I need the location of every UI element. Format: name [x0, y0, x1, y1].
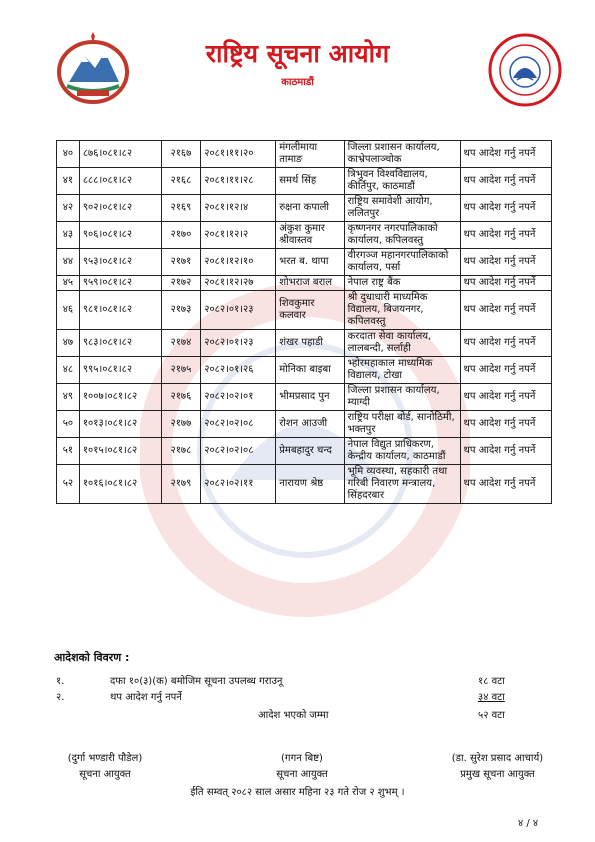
- signature-role: सूचना आयुक्त: [79, 769, 131, 780]
- decision-date-cell: २०८२।०२।०८: [201, 438, 276, 465]
- decision-number-cell: २१६८: [161, 168, 201, 195]
- appeal-number-cell: १०१६।०८१।८२: [79, 465, 161, 504]
- summary-item-number: २.: [56, 692, 65, 703]
- respondent-office-cell: राष्ट्रिय परीक्षा बोर्ड, सानोठिमी, भक्तपुर: [344, 411, 460, 438]
- serial-number-cell: ४९: [57, 384, 80, 411]
- decision-date-cell: २०८२।०१।२६: [201, 357, 276, 384]
- serial-number-cell: ४८: [57, 357, 80, 384]
- decision-number-cell: २१७५: [161, 357, 201, 384]
- decision-date-cell: २०८१।११।२०: [201, 141, 276, 168]
- signature-role: प्रमुख सूचना आयुक्त: [460, 769, 535, 780]
- appeal-number-cell: ९८१।०८१।८२: [79, 291, 161, 330]
- table-row: [57, 384, 552, 411]
- serial-number-cell: ४१: [57, 168, 80, 195]
- appellant-name-cell: प्रेमबहादुर चन्द: [276, 438, 344, 465]
- respondent-office-cell: भूमि व्यवस्था, सहकारी तथा गरिबी निवारण मन्त्रालय, सिंहदरबार: [344, 465, 460, 504]
- decision-number-cell: २१७२: [161, 276, 201, 291]
- serial-number-cell: ४४: [57, 249, 80, 276]
- table-row: [57, 330, 552, 357]
- summary-item-count: ३४ वटा: [478, 692, 505, 703]
- respondent-office-cell: नेपाल विद्युत प्राधिकरण, केन्द्रीय कार्यालय, काठमाडौं: [344, 438, 460, 465]
- serial-number-cell: ४७: [57, 330, 80, 357]
- order-text-cell: थप आदेश गर्नु नपर्ने: [460, 195, 551, 222]
- decision-number-cell: २१७०: [161, 222, 201, 249]
- respondent-office-cell: राष्ट्रिय समावेशी आयोग, ललितपुर: [344, 195, 460, 222]
- table-row: [57, 222, 552, 249]
- appeal-number-cell: ९५३।०८१।८२: [79, 249, 161, 276]
- appellant-name-cell: शिवकुमार कलवार: [276, 291, 344, 330]
- serial-number-cell: ४५: [57, 276, 80, 291]
- summary-heading: आदेशको विवरण :: [54, 651, 130, 664]
- order-text-cell: थप आदेश गर्नु नपर्ने: [460, 357, 551, 384]
- decision-date-cell: २०८२।०१।२३: [201, 291, 276, 330]
- decision-date-cell: २०८१।१२।४: [201, 195, 276, 222]
- appeal-number-cell: १००७।०८१।८२: [79, 384, 161, 411]
- appellant-name-cell: नारायण श्रेष्ठ: [276, 465, 344, 504]
- order-text-cell: थप आदेश गर्नु नपर्ने: [460, 465, 551, 504]
- decision-number-cell: २१७३: [161, 291, 201, 330]
- respondent-office-cell: कृष्णनगर नगरपालिकाको कार्यालय, कपिलवस्तु: [344, 222, 460, 249]
- serial-number-cell: ४६: [57, 291, 80, 330]
- decision-number-cell: २१७४: [161, 330, 201, 357]
- decision-date-cell: २०८१।१२।२७: [201, 276, 276, 291]
- order-text-cell: थप आदेश गर्नु नपर्ने: [460, 141, 551, 168]
- appeal-number-cell: ८७६।०८१।८२: [79, 141, 161, 168]
- signature-name: (दुर्गा भण्डारी पौडेल): [67, 753, 143, 764]
- summary-total-count: ५२ वटा: [478, 710, 505, 721]
- serial-number-cell: ४३: [57, 222, 80, 249]
- appellant-name-cell: शोभराज बराल: [276, 276, 344, 291]
- serial-number-cell: ४०: [57, 141, 80, 168]
- appeal-number-cell: ९८३।०८१।८२: [79, 330, 161, 357]
- table-row: [57, 195, 552, 222]
- page-title: राष्ट्रिय सूचना आयोग: [205, 39, 390, 68]
- respondent-office-cell: नेपाल राष्ट्र बैंक: [344, 276, 460, 291]
- appellant-name-cell: अंकुश कुमार श्रीवास्तव: [276, 222, 344, 249]
- table-row: [57, 411, 552, 438]
- table-row: [57, 141, 552, 168]
- appeal-number-cell: १०१५।०८१।८२: [79, 438, 161, 465]
- serial-number-cell: ५१: [57, 438, 80, 465]
- table-row: [57, 168, 552, 195]
- appellant-name-cell: शंखर पहाडी: [276, 330, 344, 357]
- table-row: [57, 276, 552, 291]
- order-text-cell: थप आदेश गर्नु नपर्ने: [460, 276, 551, 291]
- signature-name: (डा. सुरेश प्रसाद आचार्य): [451, 753, 544, 764]
- signature-name: (गगन बिष्ट): [281, 753, 323, 764]
- decision-number-cell: २१७१: [161, 249, 201, 276]
- respondent-office-cell: जिल्ला प्रशासन कार्यालय, काभ्रेपलाञ्चोक: [344, 141, 460, 168]
- respondent-office-cell: जिल्ला प्रशासन कार्यालय, म्याग्दी: [344, 384, 460, 411]
- respondent-office-cell: भ्होरमहाकाल माध्यमिक विद्यालय, टोखा: [344, 357, 460, 384]
- decision-date-cell: २०८१।१२।१०: [201, 249, 276, 276]
- decision-number-cell: २१७६: [161, 384, 201, 411]
- appeal-number-cell: ९५९।०८१।८२: [79, 276, 161, 291]
- decision-date-cell: २०८२।०१।२३: [201, 330, 276, 357]
- table-row: [57, 249, 552, 276]
- commission-seal-icon: [487, 32, 563, 108]
- order-text-cell: थप आदेश गर्नु नपर्ने: [460, 168, 551, 195]
- order-text-cell: थप आदेश गर्नु नपर्ने: [460, 384, 551, 411]
- summary-item-number: १.: [56, 676, 65, 687]
- appellant-name-cell: भीमप्रसाद पुन: [276, 384, 344, 411]
- appeal-number-cell: ९०२।०८१।८२: [79, 195, 161, 222]
- decision-number-cell: २१६९: [161, 195, 201, 222]
- decision-number-cell: २१७७: [161, 411, 201, 438]
- signature-role: सूचना आयुक्त: [276, 769, 328, 780]
- respondent-office-cell: त्रिभुवन विश्वविद्यालय, कीर्तिपुर, काठमाडौं: [344, 168, 460, 195]
- serial-number-cell: ४२: [57, 195, 80, 222]
- appeal-number-cell: १०१३।०८१।८२: [79, 411, 161, 438]
- decision-date-cell: २०८२।०२।०१: [201, 384, 276, 411]
- decision-number-cell: २१६७: [161, 141, 201, 168]
- decision-date-cell: २०८१।११।२८: [201, 168, 276, 195]
- appellant-name-cell: भरत ब. थापा: [276, 249, 344, 276]
- decision-number-cell: २१७८: [161, 438, 201, 465]
- table-row: [57, 465, 552, 504]
- appellant-name-cell: मंगलीमाया तामाङ: [276, 141, 344, 168]
- page-number: ४ / ४: [518, 818, 539, 829]
- appeal-number-cell: ९०६।०८१।८२: [79, 222, 161, 249]
- case-table: [56, 140, 552, 504]
- respondent-office-cell: श्री दुधाधारी माध्यमिक विद्यालय, बिजयनगर, कपिलवस्तु: [344, 291, 460, 330]
- summary-item-text: दफा १०(३)(क) बमोजिम सूचना उपलब्ध गराउनू: [110, 676, 283, 687]
- table-row: [57, 291, 552, 330]
- appellant-name-cell: मोनिका बाइबा: [276, 357, 344, 384]
- decision-date-cell: २०८१।१२।२: [201, 222, 276, 249]
- page-subtitle: काठमाडौं: [281, 77, 314, 88]
- respondent-office-cell: करदाता सेवा कार्यालय, लालबन्दी, सर्लाही: [344, 330, 460, 357]
- serial-number-cell: ५०: [57, 411, 80, 438]
- appellant-name-cell: समर्थ सिंह: [276, 168, 344, 195]
- appellant-name-cell: रोशन आउजी: [276, 411, 344, 438]
- order-text-cell: थप आदेश गर्नु नपर्ने: [460, 330, 551, 357]
- decision-date-cell: २०८२।०२।०८: [201, 411, 276, 438]
- order-text-cell: थप आदेश गर्नु नपर्ने: [460, 222, 551, 249]
- summary-item-count: १८ वटा: [478, 676, 505, 687]
- appellant-name-cell: रुक्षना कपाली: [276, 195, 344, 222]
- order-text-cell: थप आदेश गर्नु नपर्ने: [460, 291, 551, 330]
- order-text-cell: थप आदेश गर्नु नपर्ने: [460, 249, 551, 276]
- table-row: [57, 357, 552, 384]
- order-text-cell: थप आदेश गर्नु नपर्ने: [460, 411, 551, 438]
- summary-total-label: आदेश भएको जम्मा: [258, 710, 329, 721]
- decision-date-cell: २०८२।०२।११: [201, 465, 276, 504]
- table-row: [57, 438, 552, 465]
- appeal-number-cell: ८८८।०८१।८२: [79, 168, 161, 195]
- date-line: ईति सम्वत् २०८२ साल असार महिना २३ गते रोज २ शुभम् ।: [190, 787, 405, 798]
- order-text-cell: थप आदेश गर्नु नपर्ने: [460, 438, 551, 465]
- summary-item-text: थप आदेश गर्नु नपर्ने: [110, 692, 182, 703]
- appeal-number-cell: ९९५।०८१।८२: [79, 357, 161, 384]
- decision-number-cell: २१७९: [161, 465, 201, 504]
- serial-number-cell: ५२: [57, 465, 80, 504]
- respondent-office-cell: वीरगञ्ज महानगरपालिकाको कार्यालय, पर्सा: [344, 249, 460, 276]
